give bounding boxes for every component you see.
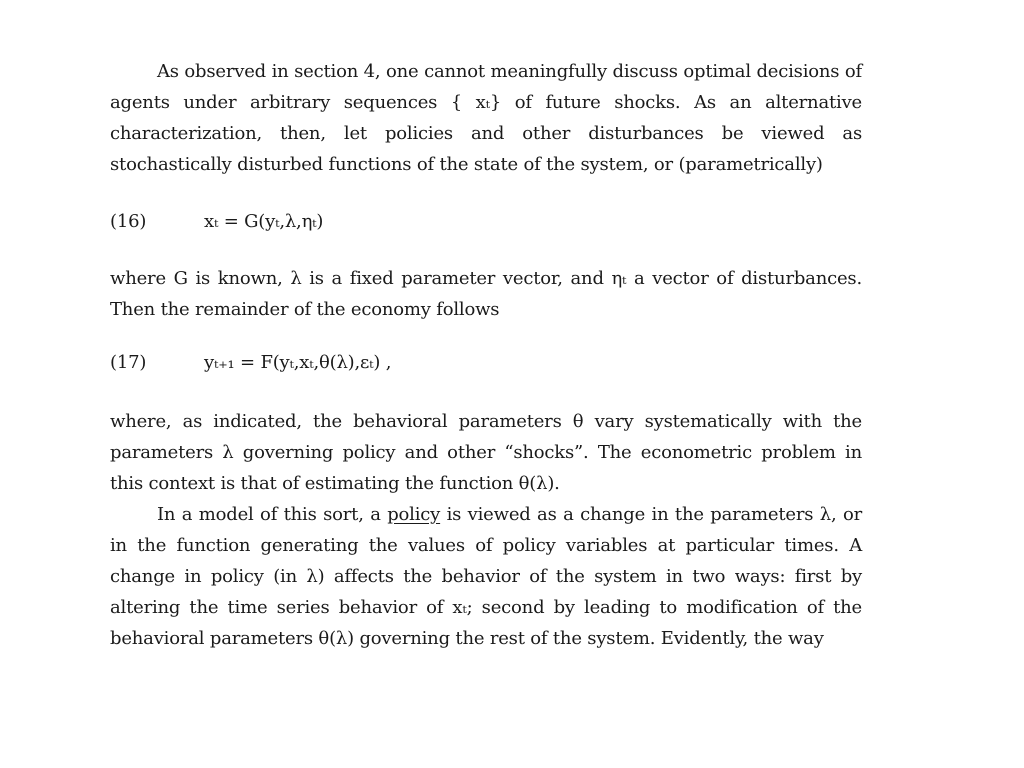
equation-17-number: (17): [110, 352, 147, 373]
equation-16: [110, 206, 862, 237]
paragraph-4-before: In a model of this sort, a: [157, 504, 388, 525]
paragraph-4: [110, 499, 862, 654]
equation-17-expression: yₜ₊₁ = F(yₜ,xₜ,θ(λ),εₜ) ,: [204, 352, 392, 373]
paragraph-2: where G is known, λ is a fixed parameter vector, and ηₜ a vector of disturbances. Then the remainder of the economy follows: [110, 268, 862, 320]
equation-16-expression: xₜ = G(yₜ,λ,ηₜ): [204, 211, 324, 232]
equation-17: [110, 347, 862, 378]
paragraph-4-underlined-term: policy: [387, 504, 441, 525]
document-page: [110, 56, 862, 654]
paragraph-1: As observed in section 4, one cannot meaningfully discuss optimal decisions of agents under arbitrary sequences { xₜ} of future shocks. As an alternative characterization, then, let policies and other disturbances be viewed as stochastically disturbed functions of the state of the system, or (parametrically): [110, 61, 862, 175]
equation-16-number: (16): [110, 211, 147, 232]
paragraph-4-after: is viewed as a change in the parameters λ, or in the function generating the values of policy variables at particular times. A change in policy (in λ) affects the behavior of the system in two ways: first by altering the time series behavior of xₜ; second by leading to modification of the behavioral parameters θ(λ) governing the rest of the system. Evidently, the way: [110, 504, 863, 649]
paragraph-3: where, as indicated, the behavioral parameters θ vary systematically with the parameters λ governing policy and other “shocks”. The econometric problem in this context is that of estimating the function θ(λ).: [110, 411, 862, 494]
